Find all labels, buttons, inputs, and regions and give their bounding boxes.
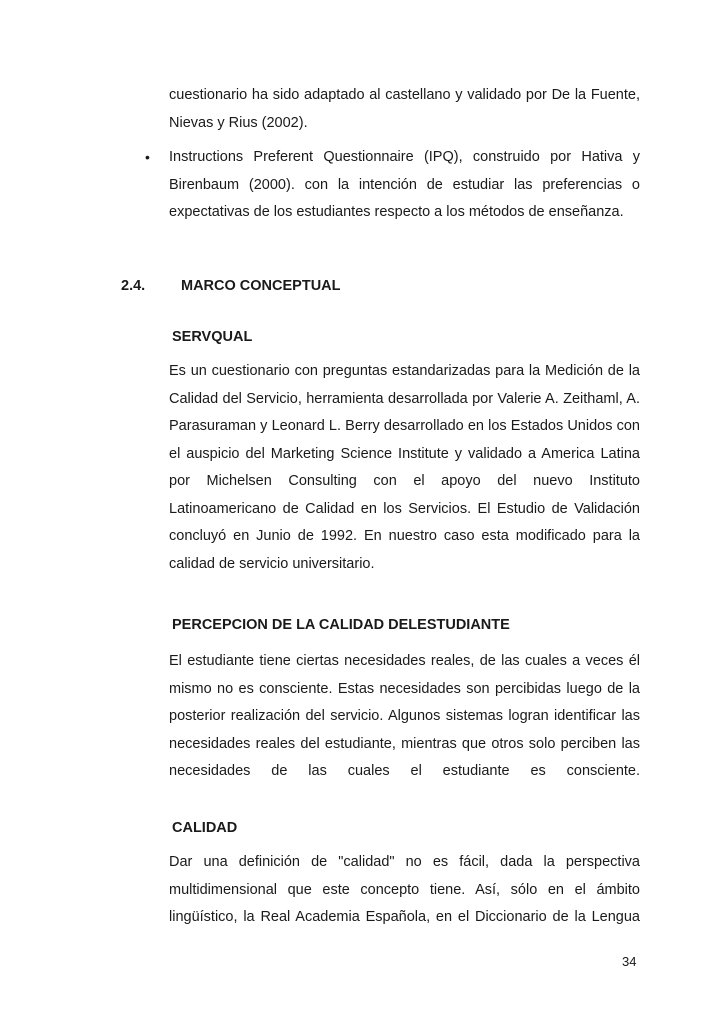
bullet-item-ipq: Instructions Preferent Questionnaire (IPQ), construido por Hativa y Birenbaum (2000). con la intención de estudiar las preferencias o expectativas de los estudiantes respecto a los métodos de enseñanza. [169,149,640,220]
subsection-body-calidad: Dar una definición de "calidad" no es fácil, dada la perspectiva multidimensional que este concepto tiene. Así, sólo en el ámbito lingüístico, la Real Academia Española, en el Diccionario de la Lengua [169,854,640,925]
section-title: MARCO CONCEPTUAL [181,278,341,294]
subsection-body-percepcion: El estudiante tiene ciertas necesidades reales, de las cuales a veces él mismo no es consciente. Estas necesidades son percibidas luego de la posterior realización del servicio. Algunos sistemas logran identificar las necesidades reales del estudiante, mientras que otros solo perciben las necesidades de las cuales el estudiante es consciente. [169,653,640,779]
continuation-paragraph: cuestionario ha sido adaptado al castellano y validado por De la Fuente, Nievas y Rius (2002). [169,87,640,131]
subsection-heading-calidad: CALIDAD [172,820,238,836]
bullet-marker: • [145,149,150,165]
subsection-heading-percepcion: PERCEPCION DE LA CALIDAD DELESTUDIANTE [172,617,510,633]
subsection-body-servqual: Es un cuestionario con preguntas estandarizadas para la Medición de la Calidad del Servicio, herramienta desarrollada por Valerie A. Zeithaml, A. Parasuraman y Leonard L. Berry desarrollado en los Estados Unidos con el auspicio del Marketing Science Institute y validado a America Latina por Michelsen Consulting con el apoyo del nuevo Instituto Latinoamericano de Calidad en los Servicios. El Estudio de Validación concluyó en Junio de 1992. En nuestro caso esta modificado para la calidad de servicio universitario. [169,363,640,572]
section-number: 2.4. [121,278,146,294]
subsection-heading-servqual: SERVQUAL [172,329,253,345]
page-number: 34 [622,954,637,969]
